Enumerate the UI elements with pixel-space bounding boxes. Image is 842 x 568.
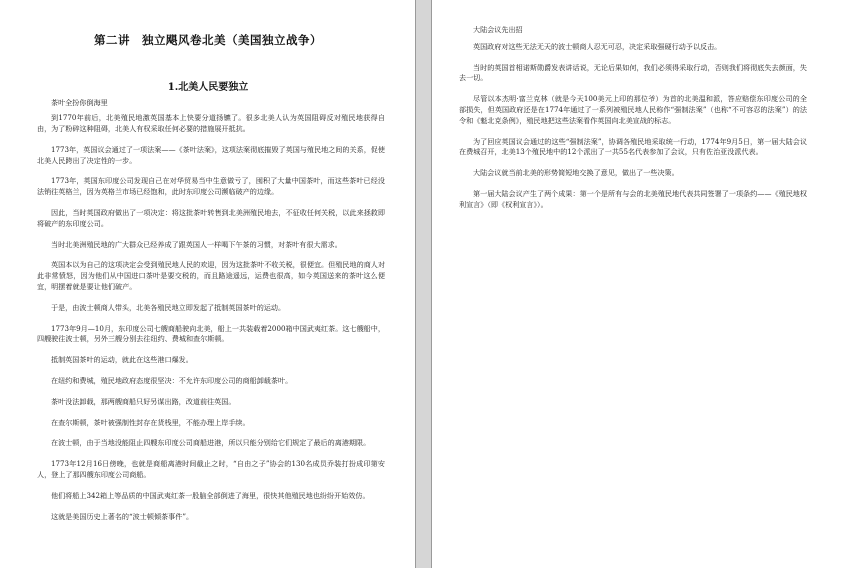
- body-paragraph: 他们将船上342箱上等品质的中国武夷红茶一股脑全部倒进了海里，很快其他殖民地也纷纷开始效仿。: [51, 490, 370, 500]
- body-paragraph: 这就是美国历史上著名的“波士顿倾茶事件”。: [51, 511, 194, 521]
- body-paragraph: 为了回应英国议会通过的这些“强制法案”，协调各殖民地采取统一行动，1774年9月5日，第一届大陆会议在费城召开，北美13个殖民地中的12个派出了一共55名代表参加了会议，只有佐治亚没派代表。: [459, 136, 807, 157]
- body-paragraph: 在波士顿，由于当地没能阻止四艘东印度公司商船进港，所以只能分别给它们规定了最后的离港期限。: [51, 438, 371, 448]
- section-heading: 1.北美人民要独立: [167, 82, 249, 93]
- body-paragraph: 大陆会议就当前北美的形势简短地交换了意见，做出了一些决策。: [473, 168, 679, 178]
- body-paragraph: 英国本以为自己的这项决定会受到殖民地人民的欢迎，因为这批茶叶不收关税，很便宜。但殖民地的商人对此非常愤怒，因为他们从中国进口茶叶是要交税的，而且路途遥远，运费也很高，如今英国送来的茶叶这么便宜，明摆着就是要让他们破产。: [37, 260, 385, 292]
- chapter-title: 第二讲 独立飓风卷北美（美国独立战争）: [94, 33, 322, 47]
- body-paragraph: 抵制英国茶叶的运动，就此在这些港口爆发。: [51, 355, 193, 365]
- body-paragraph: 1773年9月—10月，东印度公司七艘商船驶向北美，船上一共装载着2000箱中国武夷红茶。这七艘船中，四艘驶往波士顿，另外三艘分别去往纽约、费城和查尔斯顿。: [37, 323, 385, 344]
- body-paragraph: 当时北美洲殖民地的广大群众已经养成了跟英国人一样喝下午茶的习惯，对茶叶有很大需求。: [51, 239, 342, 249]
- right-page: [431, 0, 842, 568]
- body-paragraph: 因此，当时英国政府做出了一项决定：将这批茶叶转售到北美洲殖民地去，不征收任何关税，以此来拯救即将破产的东印度公司。: [37, 208, 385, 228]
- body-paragraph: 当时的英国首相诺斯勋爵发表讲话说，无论后果如何，我们必须得采取行动，否则我们将彻底失去颜面，失去一切。: [459, 62, 807, 83]
- body-paragraph: 尽管以本杰明·富兰克林（就是今天100美元上印的那位爷）为首的北美温和派，答应赔偿东印度公司的全部损失，但英国政府还是在1774年通过了一系列被殖民地人民称作“强制法案”（也称“不可容忍的法案”）的法令和《魁北克条例》，殖民地把这些法案看作英国向北美宣战的标志。: [459, 94, 807, 125]
- subheading-paragraph: 大陆会议先出招: [473, 25, 523, 34]
- body-paragraph: 英国政府对这些无法无天的波士顿商人忍无可忍，决定采取强硬行动予以反击。: [473, 41, 722, 51]
- body-paragraph: 于是，由波士顿商人带头，北美各殖民地立即发起了抵制英国茶叶的运动。: [51, 302, 286, 312]
- right-page-body: [459, 25, 807, 221]
- body-paragraph: 茶叶没法卸载，那两艘商船只好另谋出路，改道前往英国。: [51, 396, 236, 406]
- body-paragraph: 1773年，英国东印度公司发现自己在对华贸易当中生意做亏了，囤积了大量中国茶叶，而这些茶叶已经没法销往英格兰，因为英格兰市场已经饱和，此时东印度公司濒临破产的边缘。: [37, 176, 385, 197]
- body-paragraph: 1773年12月16日傍晚，也就是商船离港时间截止之时，“自由之子”协会的130名成员乔装打扮成印第安人，登上了那四艘东印度公司商船。: [37, 459, 385, 480]
- left-page: [0, 0, 416, 568]
- body-paragraph: 在纽约和费城，殖民地政府态度很坚决：不允许东印度公司的商船卸载茶叶。: [51, 376, 293, 386]
- body-paragraph: 在查尔斯顿，茶叶被强制性封存在货栈里，不能办理上岸手续。: [51, 417, 250, 427]
- body-paragraph: 第一届大陆会议产生了两个成果：第一个是所有与会的北美殖民地代表共同签署了一项条约——《殖民地权利宣言》（即《权利宣言》）。: [459, 188, 807, 209]
- body-paragraph: 到1770年前后，北美殖民地激英国基本上快要分道扬镳了。很多北美人认为英国阻碍反对殖民地获得自由，为了粉碎这种阻碍，北美人有权采取任何必要的措施展开抵抗。: [37, 113, 385, 134]
- body-paragraph: 1773年，英国议会通过了一项法案——《茶叶法案》，这项法案彻底摧毁了英国与殖民地之间的关系，促使北美人民跨出了决定性的一步。: [37, 144, 385, 165]
- subheading-paragraph: 茶叶全扮你倒海里: [51, 98, 108, 107]
- left-page-body: [37, 98, 385, 532]
